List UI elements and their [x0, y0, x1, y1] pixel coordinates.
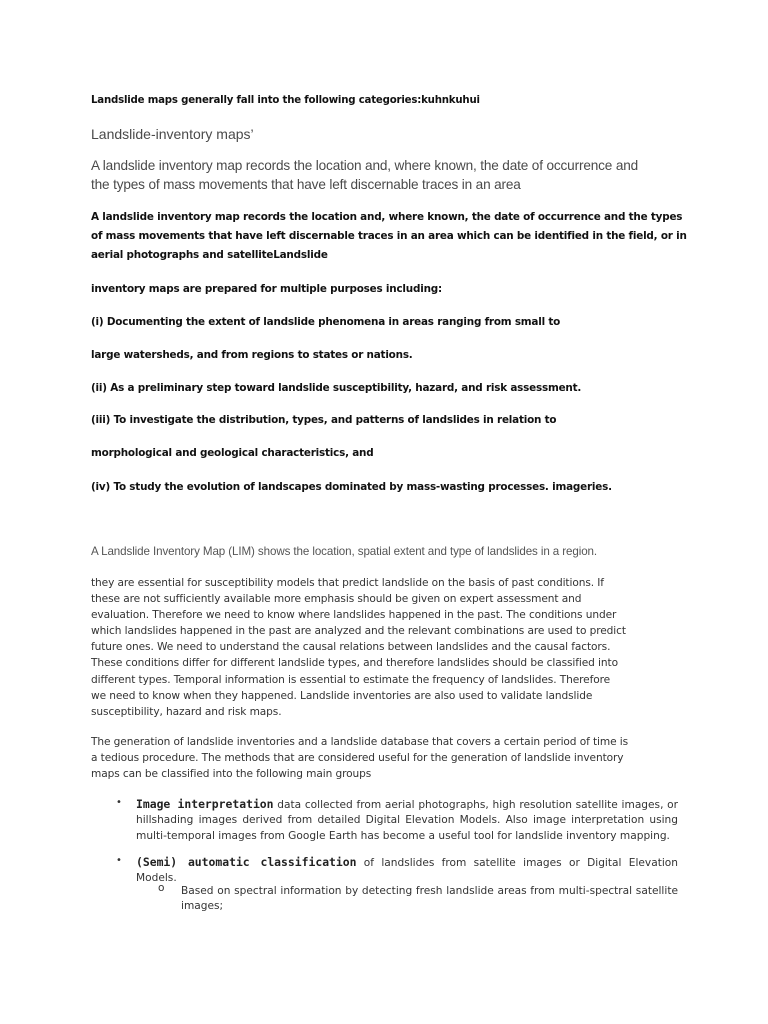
purpose-iii-line-2: morphological and geological characteristics, and	[91, 447, 374, 459]
bold-paragraph-line-2: of mass movements that have left discernable traces in an area which can be identified in the field, or in	[91, 230, 687, 242]
essential-paragraph	[91, 575, 691, 720]
bullet-dot-icon: •	[116, 797, 122, 808]
subbullet-spectral-information: Based on spectral information by detecting fresh landslide areas from multi-spectral satellite images;	[181, 885, 678, 913]
bullet-2-text: of landslides from satellite images or Digital Elevation Models.	[136, 857, 678, 885]
essential-line: these are not sufficiently available more emphasis should be given on expert assessment and	[91, 593, 582, 606]
essential-line: we need to know when they happened. Landslide inventories are also used to validate landslide	[91, 689, 593, 702]
essential-line: they are essential for susceptibility models that predict landslide on the basis of past conditions. If	[91, 577, 604, 589]
bold-paragraph-line-3: aerial photographs and satelliteLandslide	[91, 249, 328, 261]
categories-heading: Landslide maps generally fall into the following categories:kuhnkuhui	[91, 95, 480, 106]
purposes-intro: inventory maps are prepared for multiple purposes including:	[91, 283, 442, 295]
sub-bullet-circle-icon: o	[158, 882, 165, 894]
purpose-iii-line-1: (iii) To investigate the distribution, types, and patterns of landslides in relation to	[91, 414, 557, 426]
bold-paragraph-line-1: A landslide inventory map records the location and, where known, the date of occurrence and the types	[91, 211, 683, 223]
bullet-1-text: data collected from aerial photographs, high resolution satellite images, or hillshading images derived from detailed Digital Elevation Models. Also image interpretation using multi-temporal images from Google Earth has become a useful tool for landslide inventory mapping.	[136, 799, 678, 842]
generation-paragraph	[91, 734, 691, 782]
essential-line: These conditions differ for different landslide types, and therefore landslides should be classified into	[91, 657, 618, 670]
essential-line: evaluation. Therefore we need to know where landslides happened in the past. The conditions under	[91, 609, 617, 622]
purpose-i-line-1: (i) Documenting the extent of landslide phenomena in areas ranging from small to	[91, 316, 561, 328]
bullet-2-term: (Semi) automatic classification	[136, 855, 357, 869]
purpose-iv: (iv) To study the evolution of landscapes dominated by mass-wasting processes. imageries.	[91, 481, 612, 493]
essential-line: which landslides happened in the past are analyzed and the relevant combinations are used to predict	[91, 625, 626, 638]
lim-sentence: A Landslide Inventory Map (LIM) shows the location, spatial extent and type of landslides in a region.	[91, 545, 598, 558]
purpose-ii: (ii) As a preliminary step toward landslide susceptibility, hazard, and risk assessment.	[91, 382, 582, 394]
generation-line: The generation of landslide inventories and a landslide database that covers a certain period of time is	[91, 736, 629, 748]
generation-line: maps can be classified into the following main groups	[91, 768, 372, 781]
intro-light-line-2: the types of mass movements that have left discernable traces in an area	[91, 177, 521, 192]
purpose-i-line-2: large watersheds, and from regions to states or nations.	[91, 349, 413, 361]
bullet-1-term: Image interpretation	[136, 797, 274, 811]
essential-line: susceptibility, hazard and risk maps.	[91, 705, 282, 718]
inventory-maps-subheading: Landslide-inventory maps’	[91, 126, 254, 142]
bullet-semi-automatic-classification	[136, 855, 678, 887]
essential-line: different types. Temporal information is essential to estimate the frequency of landslides. Therefore	[91, 673, 611, 686]
essential-line: future ones. We need to understand the causal relations between landslides and the causal factors.	[91, 641, 611, 654]
bullet-dot-icon: •	[116, 855, 122, 866]
intro-light-line-1: A landslide inventory map records the location and, where known, the date of occurrence and	[91, 158, 639, 173]
bullet-image-interpretation	[136, 797, 678, 844]
generation-line: a tedious procedure. The methods that are considered useful for the generation of landslide inventory	[91, 752, 624, 765]
